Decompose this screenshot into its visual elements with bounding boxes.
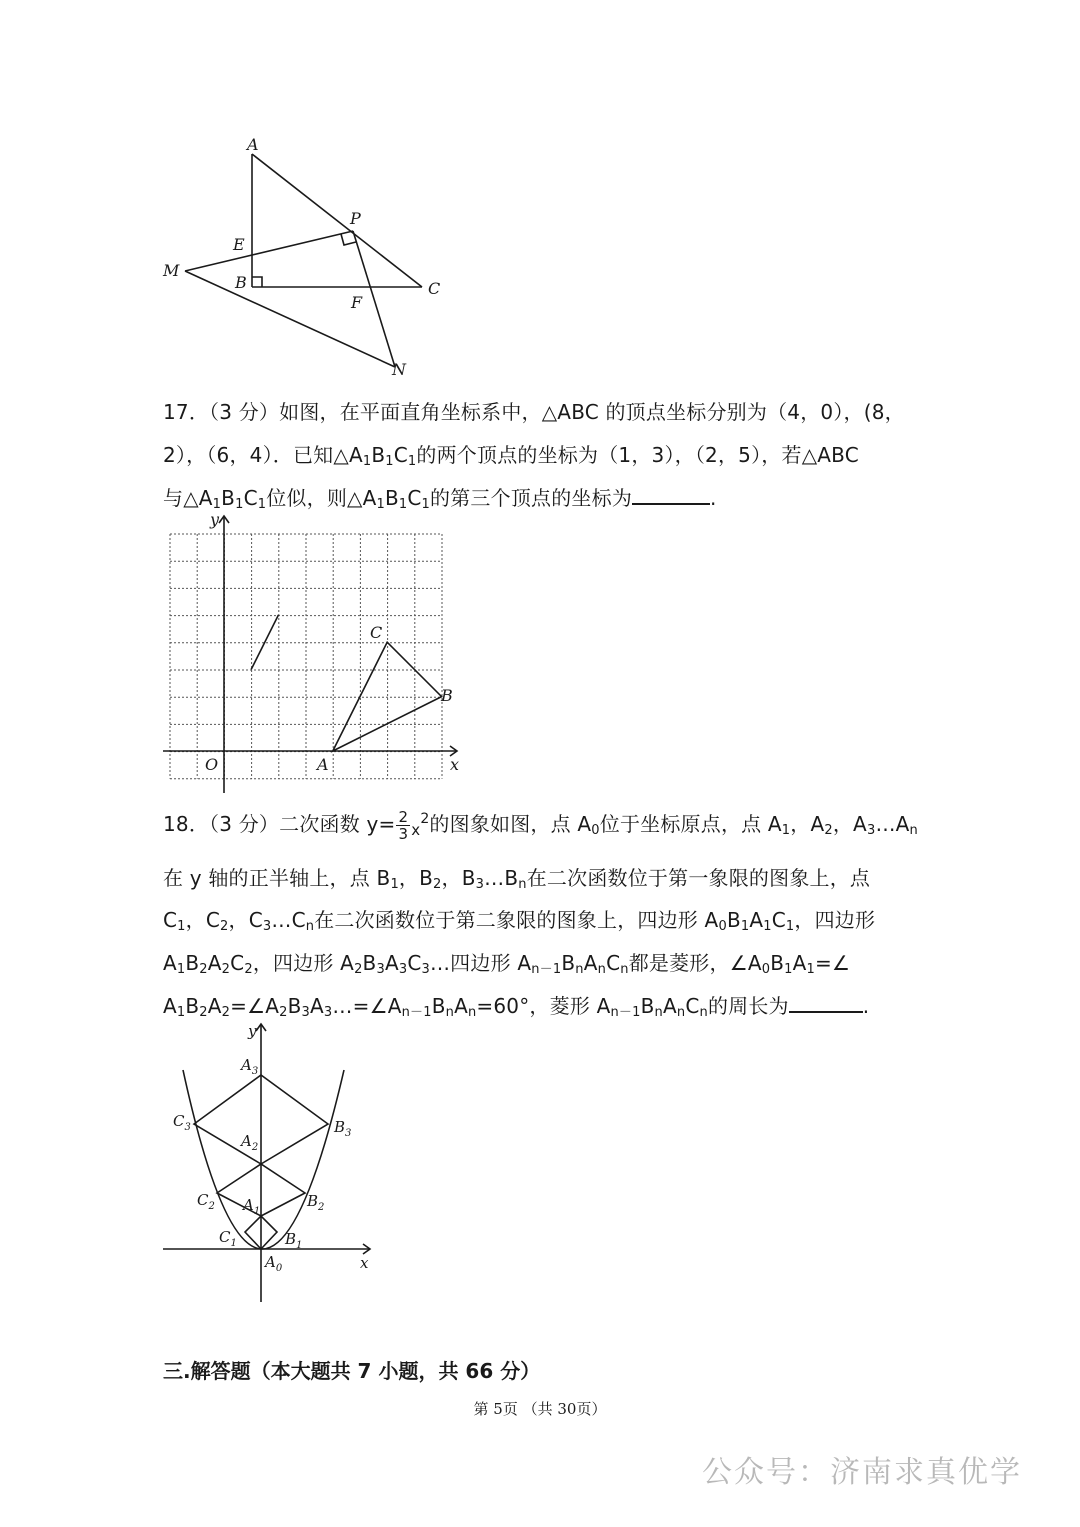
- page-footer: 第 5页 （共 30页）: [473, 1400, 607, 1418]
- label-b3: $B_3$: [334, 1118, 352, 1139]
- label-a: A: [247, 135, 259, 154]
- label-a0: $A_0$: [265, 1253, 283, 1274]
- label-o: O: [205, 755, 219, 774]
- figure-q16: [155, 135, 455, 385]
- label-a1: $A_1$: [243, 1196, 261, 1217]
- segment-mp: [185, 231, 353, 271]
- q17-line-3: 与$\triangle A_1B_1C_1$位似，则$\triangle A_1B_1C_1$的第三个顶点的坐标为 .: [163, 486, 717, 512]
- segment-mn: [185, 271, 395, 367]
- right-angle-b: [252, 277, 262, 287]
- q18-line-5: $A_1B_2A_2=\angle A_2B_3A_3\dots=\angle A_{n-1}B_nA_n=60^\circ$，菱形 $A_{n-1}B_nA_nC_n$的周长为 .: [163, 994, 870, 1020]
- label-c3: $C_3$: [173, 1112, 191, 1133]
- label-f: F: [351, 293, 363, 312]
- label-a: A: [317, 755, 329, 774]
- label-b: B: [235, 273, 247, 292]
- q18-line-1: 18．（3 分）二次函数 y= $\frac{2}{3}$ $_x^2$的图象如图，点 $A_0$位于坐标原点，点 $A_1$，$A_2$，$A_3\dots A_n$: [163, 808, 918, 843]
- watermark-text: 公众号：济南求真优学: [702, 1455, 1022, 1490]
- label-x: x: [450, 755, 460, 774]
- q18-line-4: $A_1B_2A_2C_2$，四边形 $A_2B_3A_3C_3\dots$四边形 $A_{n-1}B_nA_nC_n$都是菱形，$\angle A_0B_1A_1=\angle$: [163, 951, 851, 977]
- label-c2: $C_2$: [197, 1191, 215, 1212]
- label-b: B: [441, 686, 453, 705]
- label-c1: $C_1$: [219, 1228, 237, 1249]
- label-b2: $B_2$: [307, 1192, 325, 1213]
- parabola-curve: [183, 1070, 344, 1249]
- label-n: N: [392, 360, 406, 379]
- section-title: 三.解答题（本大题共 7 小题，共 66 分）: [163, 1359, 541, 1383]
- figure-q18: [155, 1018, 385, 1308]
- fraction-two-thirds: $\frac{2}{3}$: [398, 808, 409, 843]
- q18-line-3: $C_1$，$C_2$，$C_3\dots C_n$在二次函数位于第二象限的图象上，四边形 $A_0B_1A_1C_1$，四边形: [163, 908, 876, 934]
- answer-blank-q17: [632, 485, 710, 505]
- label-a2: $A_2$: [241, 1132, 259, 1153]
- q18-line-2: 在 y 轴的正半轴上，点 $B_1$，$B_2$，$B_3\dots B_n$在二次函数位于第一象限的图象上，点: [163, 866, 871, 892]
- label-b1: $B_1$: [285, 1230, 303, 1251]
- label-c: C: [370, 623, 383, 642]
- label-c: C: [428, 279, 441, 298]
- answer-blank-q18: [789, 993, 863, 1013]
- q17-line-1: 17．（3 分）如图，在平面直角坐标系中，△ABC 的顶点坐标分别为（4，0），(8，: [163, 400, 905, 424]
- label-y: y: [248, 1022, 257, 1040]
- label-m: M: [163, 261, 180, 280]
- label-p: P: [350, 209, 361, 228]
- segment-a1-b1: [251, 615, 278, 669]
- figure-q17: [155, 508, 465, 798]
- label-a3: $A_3$: [241, 1056, 259, 1077]
- label-x: x: [360, 1254, 369, 1272]
- label-e: E: [233, 235, 245, 254]
- q17-line-2: 2），（6，4）．已知$\triangle A_1B_1C_1$的两个顶点的坐标为（1，3），（2，5），若△ABC: [163, 443, 859, 469]
- segment-ac: [252, 154, 422, 287]
- label-y: y: [210, 510, 220, 529]
